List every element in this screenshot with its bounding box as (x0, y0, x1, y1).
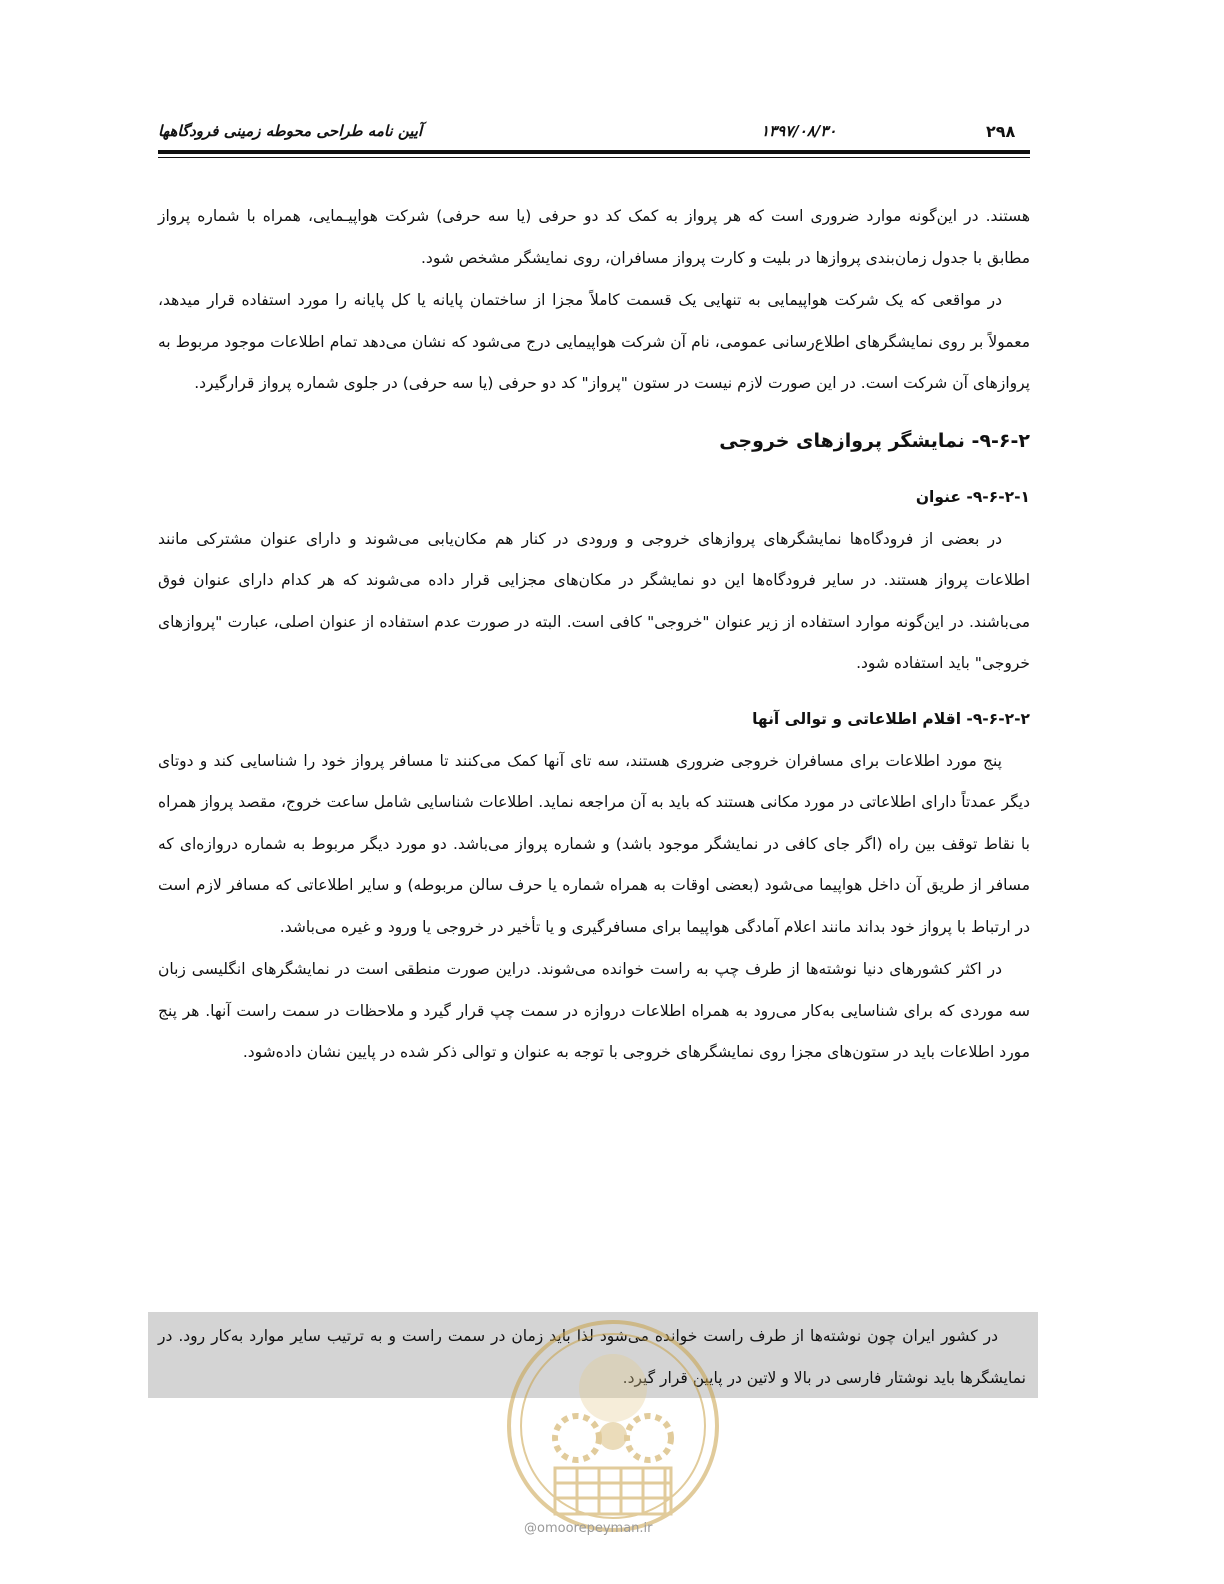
note-box (148, 1312, 1038, 1398)
subsection-heading: ۹-۶-۲-۱- عنوان (915, 487, 1030, 506)
watermark-url: @omoorepeyman.ir (524, 1521, 653, 1536)
page-number: ۲۹۸ (986, 122, 1016, 141)
paragraph: در بعضی از فرودگاه‌ها نمایشگرهای پروازهای خروجی و ورودی در کنار هم مکان‌یابی می‌شوند و دارای عنوان مشترکی مانند اطلاعات پرواز هستند. در سایر فرودگاه‌ها این دو نمایشگر در مکان‌های مجزایی قرار داده می‌شوند که هر کدام دارای عنوان فوق می‌باشند. در این‌گونه موارد استفاده از زیر عنوان "خروجی" کافی است. البته در صورت عدم استفاده از عنوان اصلی، عبارت "پروازهای خروجی" باید استفاده شود. (158, 529, 1030, 672)
header-rule-thin (158, 157, 1030, 158)
page-header (158, 118, 1030, 148)
header-rule-thick (158, 150, 1030, 154)
paragraph: در اکثر کشورهای دنیا نوشته‌ها از طرف چپ به راست خوانده می‌شوند. دراین صورت منطقی است در نمایشگرهای انگلیسی زبان سه موردی که برای شناسایی به‌کار می‌رود به همراه اطلاعات دروازه در سمت چپ قرار گیرد و ملاحظات در سمت راست آنها. هر پنج مورد اطلاعات باید در ستون‌های مجزا روی نمایشگرهای خروجی با توجه به عنوان و توالی ذکر شده در پایین نشان داده‌شود. (158, 960, 1030, 1061)
document-body (158, 196, 1030, 1075)
header-date: ۱۳۹۷/۰۸/۳۰ (761, 122, 837, 140)
paragraph: هستند. در این‌گونه موارد ضروری است که هر پرواز به کمک کد دو حرفی (یا سه حرفی) شرکت هواپیـمایی، همراه با شماره پرواز مطابق با جدول زمان‌بندی پروازها در بلیت و کارت پرواز مسافران، روی نمایشگر مشخص شود. (158, 207, 1030, 267)
section-heading: ۹-۶-۲- نمایشگر پروازهای خروجی (719, 429, 1030, 452)
note-text: در کشور ایران چون نوشته‌ها از طرف راست خوانده می‌شود لذا باید زمان در سمت راست و به ترتیب سایر موارد به‌کار رود. در نمایشگرها باید نوشتار فارسی در بالا و لاتین در پایین قرار گیرد. (158, 1327, 1026, 1387)
paragraph: در مواقعی که یک شرکت هواپیمایی به تنهایی یک قسمت کاملاً مجزا از ساختمان پایانه یا کل پایانه را مورد استفاده قرار میدهد، معمولاً بر روی نمایشگرهای اطلاع‌رسانی عمومی، نام آن شرکت هواپیمایی درج می‌شود که نشان می‌دهد تمام اطلاعات موجود مربوط به پروازهای آن شرکت است. در این صورت لازم نیست در ستون "پرواز" کد دو حرفی (یا سه حرفی) در جلوی شماره پرواز قرارگیرد. (158, 291, 1030, 392)
subsection-heading: ۹-۶-۲-۲- اقلام اطلاعاتی و توالی آنها (752, 709, 1030, 728)
document-title: آیین نامه طراحی محوطه زمینی فرودگاهها (158, 122, 423, 140)
paragraph: پنج مورد اطلاعات برای مسافران خروجی ضروری هستند، سه تای آنها کمک می‌کنند تا مسافر پرواز خود را شناسایی کند و دوتای دیگر عمدتاً دارای اطلاعاتی در مورد مکانی هستند که باید به آن مراجعه نماید. اطلاعات شناسایی شامل ساعت خروج، مقصد پرواز همراه با نقاط توقف بین راه (اگر جای کافی در نمایشگر موجود باشد) و شماره پرواز می‌باشد. دو مورد دیگر مربوط به شماره دروازه‌ای که مسافر از طریق آن داخل هواپیما می‌شود (بعضی اوقات به همراه شماره یا حرف سالن مربوطه) و سایر اطلاعاتی که مسافر لازم است در ارتباط با پرواز خود بداند مانند اعلام آمادگی هواپیما برای مسافرگیری و یا تأخیر در خروجی یا ورود و غیره می‌باشد. (158, 751, 1030, 936)
